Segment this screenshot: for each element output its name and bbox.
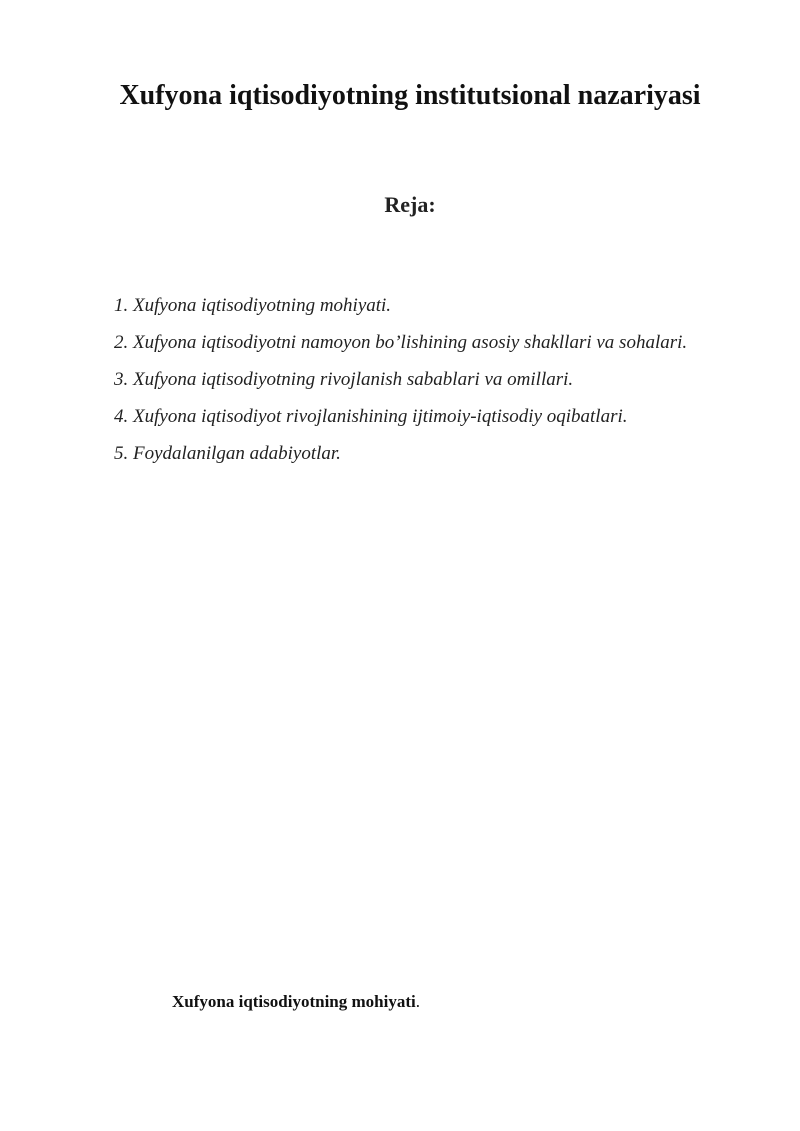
section-heading-text: Xufyona iqtisodiyotning mohiyati bbox=[172, 992, 416, 1011]
plan-item-number: 5. bbox=[114, 443, 129, 464]
section-heading bbox=[172, 988, 420, 1016]
plan-item-number: 2. bbox=[114, 332, 129, 353]
plan-item bbox=[114, 435, 714, 472]
plan-item-text: Foydalanilgan adabiyotlar. bbox=[133, 443, 341, 464]
plan-item bbox=[114, 398, 714, 435]
document-title: Xufyona iqtisodiyotning institutsional nazariyasi bbox=[119, 80, 701, 111]
plan-item bbox=[114, 324, 714, 361]
section-heading-punct: . bbox=[415, 992, 420, 1011]
plan-item-text: Xufyona iqtisodiyotning rivojlanish sabablari va omillari. bbox=[133, 369, 574, 390]
plan-item bbox=[114, 287, 714, 324]
plan-item-number: 4. bbox=[114, 406, 129, 427]
plan-item-text: Xufyona iqtisodiyotning mohiyati. bbox=[133, 295, 392, 316]
plan-item bbox=[114, 361, 714, 398]
plan-list bbox=[114, 287, 714, 472]
plan-item-number: 1. bbox=[114, 295, 129, 316]
plan-heading: Reja: bbox=[384, 192, 436, 217]
plan-item-number: 3. bbox=[114, 369, 129, 390]
plan-item-text: Xufyona iqtisodiyot rivojlanishining ijtimoiy-iqtisodiy oqibatlari. bbox=[133, 406, 628, 427]
plan-item-text: Xufyona iqtisodiyotni namoyon bo’lishining asosiy shakllari va sohalari. bbox=[133, 332, 688, 353]
